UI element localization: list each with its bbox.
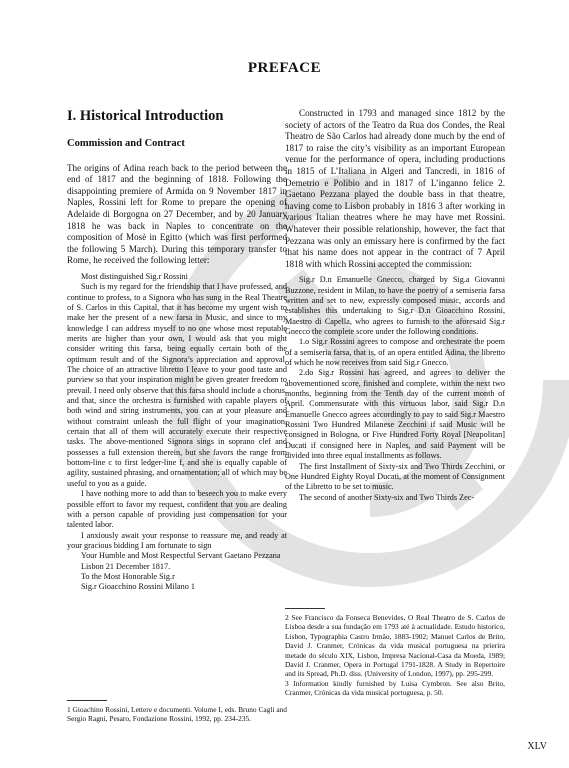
subsection-heading: Commission and Contract (67, 138, 185, 149)
right-column (285, 108, 505, 503)
letter-signature: Your Humble and Most Respectful Servant Gaetano Pezzana (81, 551, 281, 561)
letter-paragraph: I anxiously await your response to reassure me, and ready at your gracious bidding I am fortunate to sign (67, 530, 287, 550)
letter-date: Lisbon 21 December 1817. (81, 561, 171, 571)
contract-paragraph: The first Installment of Sixty-six and Two Thirds Zecchini, or One Hundred Eighty Royal Ducati, at the moment of Consignment of the Libretto to be set to music. (285, 461, 505, 492)
footnote-rule (67, 700, 107, 701)
letter-address: Sig.r Gioacchino Rossini Milano 1 (81, 582, 195, 592)
footnote: 2 See Francisco da Fonseca Benevides, O Real Theatro de S. Carlos de Lisboa desde a sua fundação em 1793 até à actualidade. Estudo historico, Lisbon, Typographia Castro Irmão, 1883-1902; Manuel Carlos de Brito, David J. Cranmer, Crónicas da vida musical portuguesa na prierira metade do século XIX, Lisbon, Impresa Nacional-Casa da Moeda, 1989; David J. Cranmer, Opera in Portugal 1791-1828. A Study in Repertoire and its Spread, Ph.D. diss. (University of London, 1997), pp. 295-299. (285, 613, 505, 679)
letter-body: Such is my regard for the friendship that I have professed, and continue to profess, to a Signora who has sung in the Real Theatre of S. Carlos in this Capital, that it has become my urgent wish to make her the present of a new farsa in Music, and since to my knowledge I can address myself to no one whose most reputable merits are higher than your own, I would ask that you might consider writing this farsa, being equally certain both of the optimum result and of the Signora’s appreciation and approval. The choice of an attractive libretto I leave to your good taste and purview so that your inspiration might be given greater freedom to prevail. I need only observe that this farsa should include a chorus, and that, since the orchestra is furnished with capable players of both wind and string instruments, you can at your pleasure and without constraint unleash the full flight of your imagination, certain that all of them will accurately execute their respective tasks. The above-mentioned Signora sings in soprano clef and possesses a full extension therein, but she favors the range from bottom-line c to first ledger-line f, and she is equally capable of agility, sustained phrasing, and ornamentation; all of which may be useful to you as a guide. (67, 282, 287, 488)
contract-paragraph: Sig.r D.n Emanuelle Gnecco, charged by Sig.a Giovanni Buzzone, resident in Milan, to have the poetry of a semiseria farsa written and set to new, expressly composed music, accords and establishes this undertaking to Sig.r D.n Gioacchino Rossini, Maestro di Capella, who agrees to furnish to the aforesaid Sig.r Gnecco the complete score under the following conditions. (285, 275, 505, 337)
footnote-area-right (285, 608, 505, 698)
letter-quote (67, 272, 287, 593)
footnote-area-left (67, 700, 287, 724)
page-title: PREFACE (247, 60, 322, 76)
footnote-rule (285, 608, 325, 609)
contract-paragraph: 1.o Sig.r Rossini agrees to compose and orchestrate the poem of a semiseria farsa, that is, of an opera entitled Adina, the libretto of which he now receives from said Sig.r Gnecco. (285, 337, 505, 368)
footnote: 3 Information kindly furnished by Luisa Cymbron. See also Brito, Cranmer, Crónicas da vida musical portuguesa, p. 50. (285, 678, 505, 698)
contract-paragraph: 2.do Sig.r Rossini has agreed, and agrees to deliver the abovementioned score, finished and complete, within the next two months, beginning from the Tenth day of the current month of April. Commensurate with this virtuous labor, said Sig.r D.n Emanuelle Gnecco agrees accordingly to pay to said Sig.r Maestro Rossini Two Hundred Milanese Zecchini if said Music will be consigned in Bologna, or Five Hundred Forty Royal [Neapolitan] Ducati if consigned here in Naples, and said Payment will be divided into three equal installments as follows. (285, 368, 505, 461)
page-number: XLV (527, 741, 547, 752)
letter-paragraph: I have nothing more to add than to beseech you to make every possible effort to favor my request, confident that you are dealing with a person capable of providing just compensation for your talented labor. (67, 489, 287, 530)
section-heading: I. Historical Introduction (67, 108, 224, 124)
contract-quote (285, 275, 505, 503)
contract-paragraph: The second of another Sixty-six and Two Thirds Zec- (299, 492, 475, 502)
footnote: 1 Gioachino Rossini, Lettere e documenti. Volume I, eds. Bruno Cagli and Sergio Ragni, Pesaro, Fondazione Rossini, 1992, pp. 234-235. (67, 705, 287, 724)
letter-address: To the Most Honorable Sig.r (81, 571, 175, 581)
left-column (67, 108, 287, 593)
body-paragraph: Constructed in 1793 and managed since 1812 by the society of actors of the Teatro da Rua dos Condes, the Real Theatro de São Carlos had already done much by the end of 1817 to raise the city’s visibility as an important European venue for the performance of opera, including productions in 1815 of L’Italiana in Algeri and Tancredi, in 1816 of Demetrio e Polibio and in 1817 of L’inganno felice 2. Gaetano Pezzana played the double bass in that theatre, having come to Lisbon probably in 1816 3 after working in various Italian theatres where he may have met Rossini. Whatever their possible relationship, however, the fact that Pezzana was only an emissary here is confirmed by the fact that his name does not appear in the contract of 7 April 1818 with which Rossini accepted the commission: (285, 108, 505, 269)
intro-paragraph: The origins of Adina reach back to the period between the end of 1817 and the beginning of 1818. Following the disappointing premiere of Armida on 9 November 1817 in Naples, Rossini left for Rome to prepare the opening of Adelaide di Borgogna on 27 December, and by 20 January 1818 he was back in Naples to concentrate on the composition of Mosè in Egitto (which was first performed the following 5 March). During this temporary transfer to Rome, he received the following letter: (67, 162, 287, 266)
letter-salutation: Most distinguished Sig.r Rossini (81, 271, 188, 281)
